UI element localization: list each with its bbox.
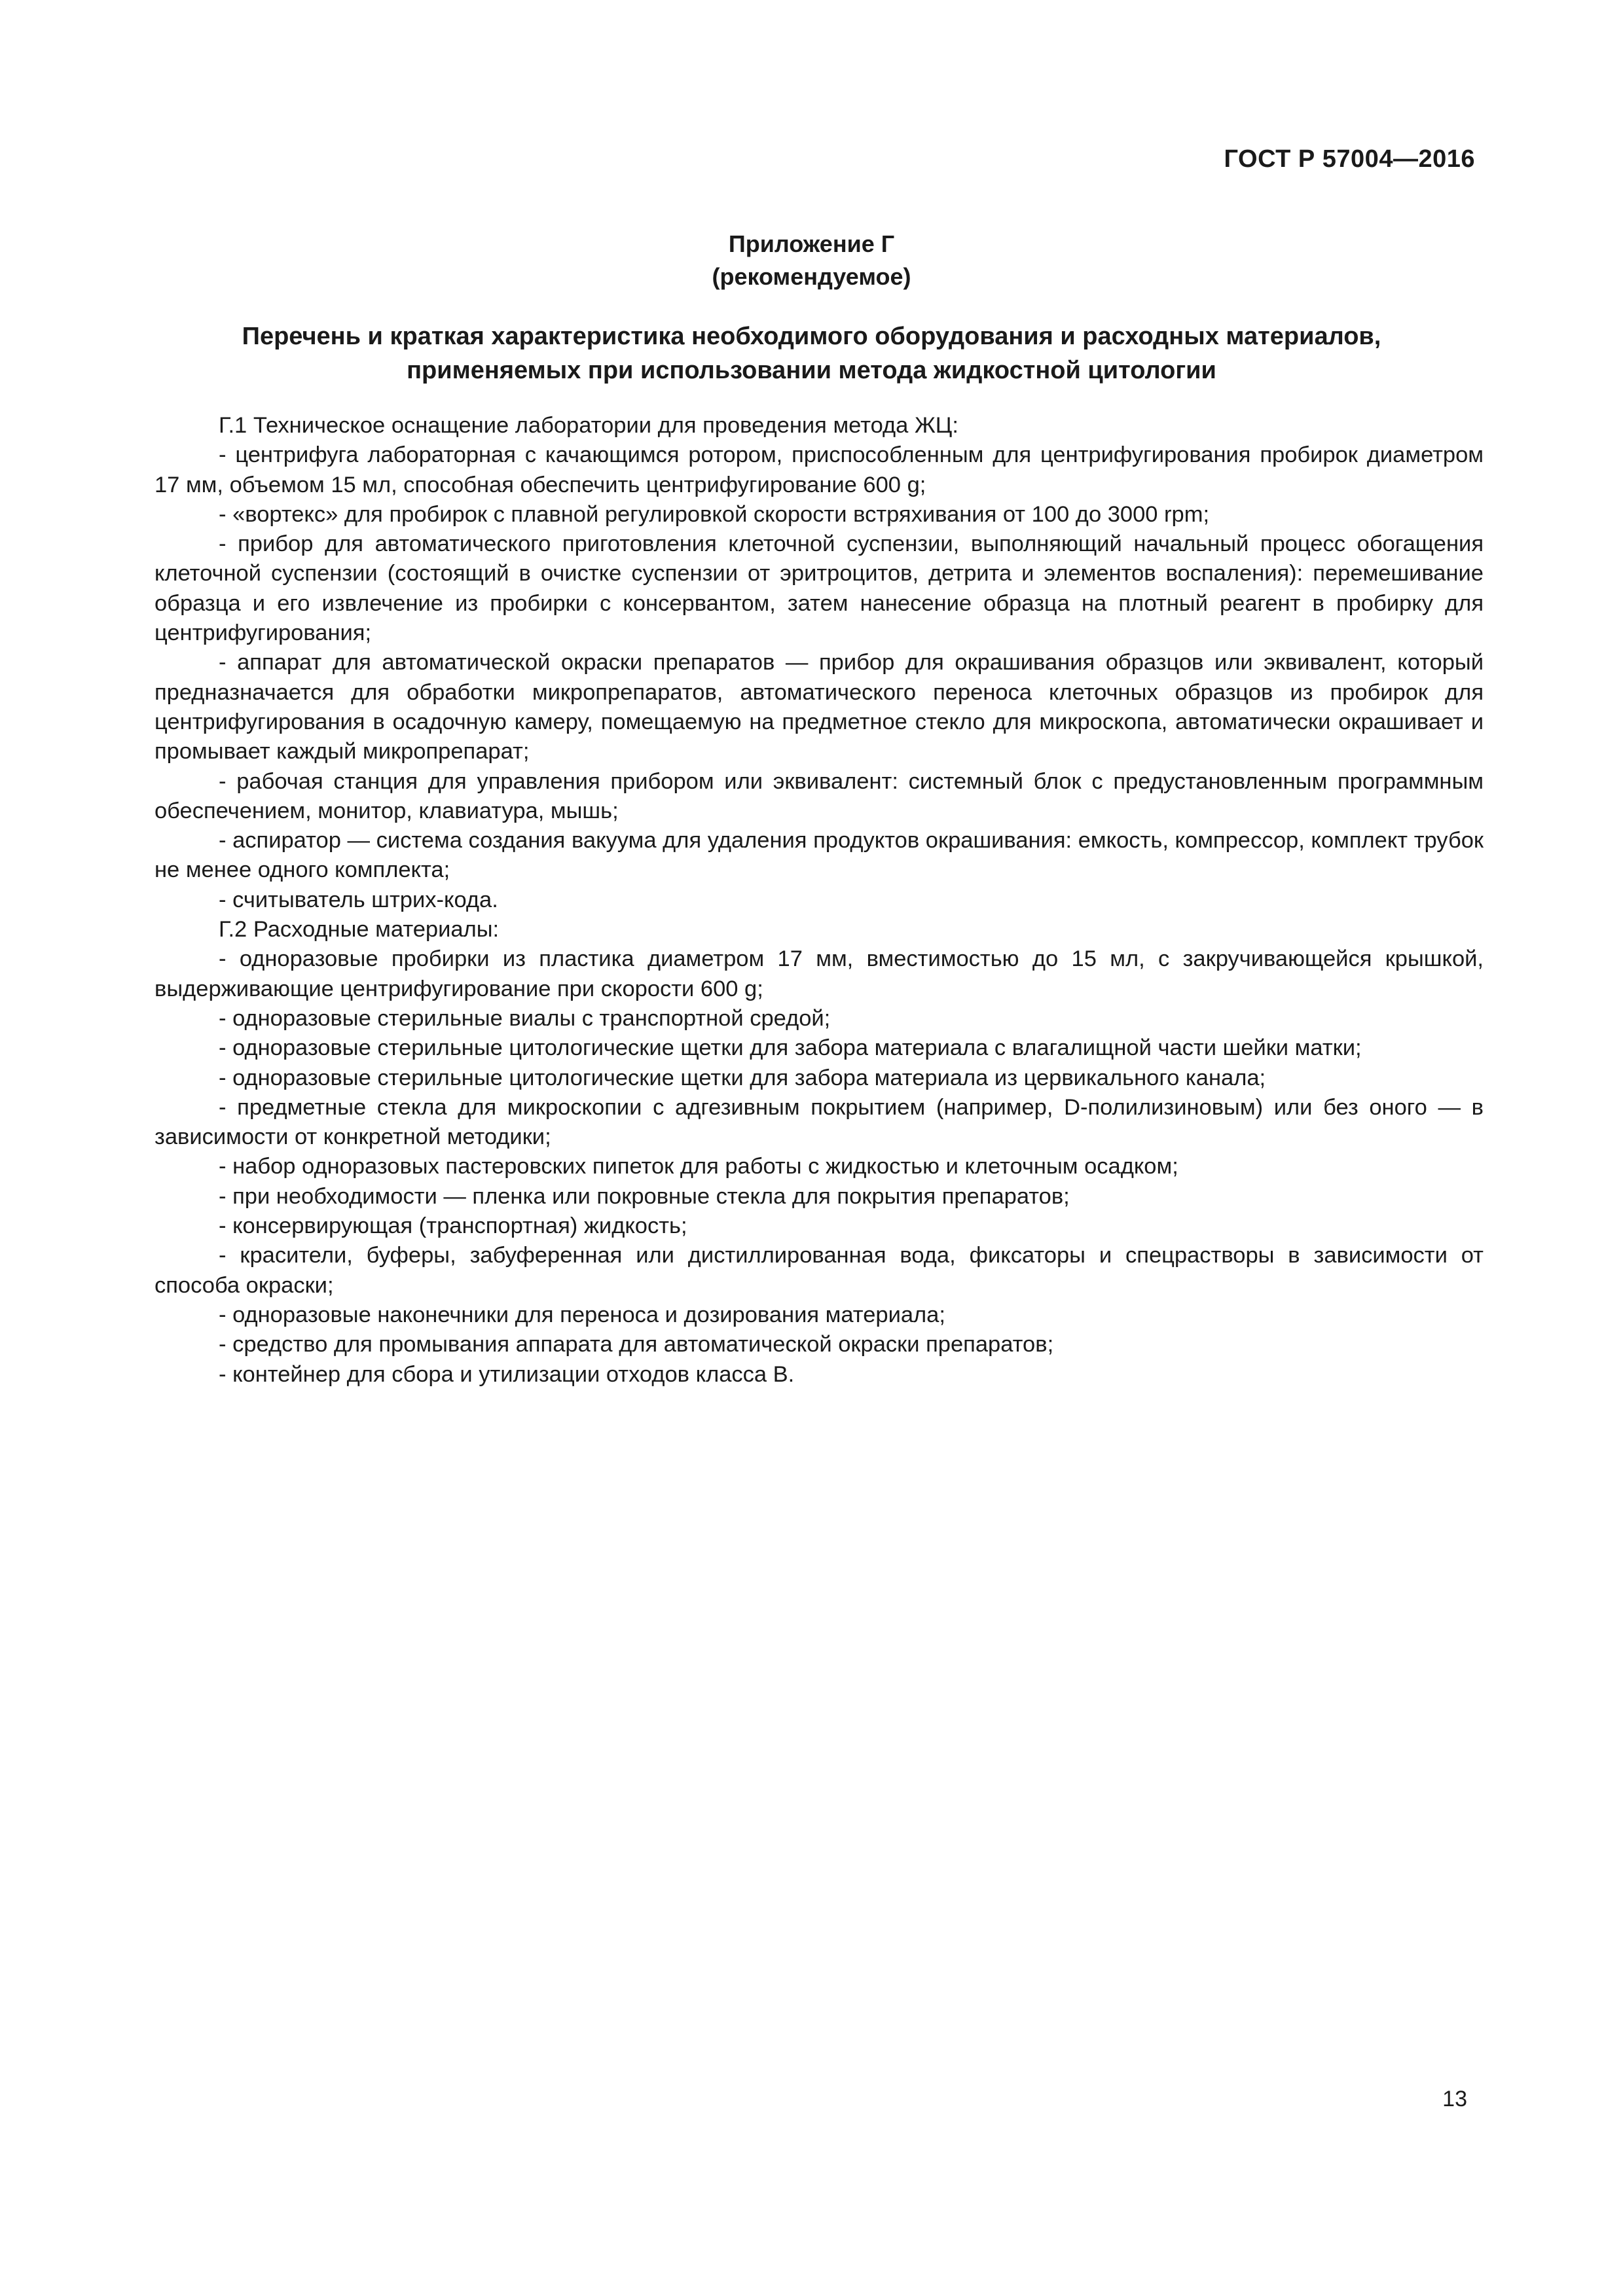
section-title-line-2: применяемых при использовании метода жидкостной цитологии	[407, 357, 1216, 384]
paragraph: - считыватель штрих-кода.	[219, 887, 498, 912]
paragraph: - прибор для автоматического приготовления клеточной суспензии, выполняющий начальный процесс обогащения клеточной суспензии (состоящий в очистке суспензии от эритроцитов, детрита и элементов воспаления): перемешивание образца и его извлечение из пробирки с консервантом, затем нанесение образца на плотный реагент в пробирку для центрифугирования;	[155, 531, 1484, 646]
paragraph: - красители, буферы, забуференная или дистиллированная вода, фиксаторы и спецрастворы в зависимости от способа окраски;	[155, 1243, 1484, 1298]
appendix-status: (рекомендуемое)	[712, 263, 911, 290]
paragraph: - аспиратор — система создания вакуума для удаления продуктов окрашивания: емкость, компрессор, комплект трубок не менее одного комплекта;	[155, 828, 1484, 883]
body-text	[155, 411, 1484, 1390]
appendix-heading	[0, 228, 1623, 293]
paragraph: - консервирующая (транспортная) жидкость;	[219, 1213, 687, 1239]
paragraph: - при необходимости — пленка или покровные стекла для покрытия препаратов;	[219, 1183, 1070, 1209]
paragraph: - одноразовые стерильные цитологические щетки для забора материала из цервикального канала;	[219, 1065, 1266, 1090]
paragraph: - одноразовые наконечники для переноса и дозирования материала;	[219, 1302, 945, 1327]
document-code: ГОСТ Р 57004—2016	[1224, 145, 1475, 173]
paragraph: - рабочая станция для управления прибором или эквивалент: системный блок с предустановленным программным обеспечением, монитор, клавиатура, мышь;	[155, 768, 1484, 823]
paragraph: - предметные стекла для микроскопии с адгезивным покрытием (например, D-полилизиновым) или без оного — в зависимости от конкретной методики;	[155, 1094, 1484, 1150]
paragraph: - одноразовые пробирки из пластика диаметром 17 мм, вместимостью до 15 мл, с закручивающейся крышкой, выдерживающие центрифугирование при скорости 600 g;	[155, 946, 1484, 1001]
paragraph: - средство для промывания аппарата для автоматической окраски препаратов;	[219, 1332, 1054, 1357]
paragraph: - «вортекс» для пробирок с плавной регулировкой скорости встряхивания от 100 до 3000 rpm;	[219, 501, 1210, 527]
page-number: 13	[1442, 2087, 1467, 2111]
paragraph: Г.2 Расходные материалы:	[219, 917, 500, 942]
paragraph: - одноразовые стерильные цитологические щетки для забора материала с влагалищной части шейки матки;	[219, 1035, 1362, 1061]
appendix-label: Приложение Г	[728, 230, 895, 257]
paragraph: - центрифуга лабораторная с качающимся ротором, приспособленным для центрифугирования пробирок диаметром 17 мм, объемом 15 мл, способная обеспечить центрифугирование 600 g;	[155, 442, 1484, 497]
section-title	[0, 319, 1623, 387]
section-title-line-1: Перечень и краткая характеристика необходимого оборудования и расходных материалов,	[242, 323, 1381, 350]
paragraph: - набор одноразовых пастеровских пипеток для работы с жидкостью и клеточным осадком;	[219, 1154, 1178, 1179]
paragraph: - контейнер для сбора и утилизации отходов класса В.	[219, 1361, 795, 1387]
paragraph: Г.1 Техническое оснащение лаборатории для проведения метода ЖЦ:	[219, 413, 958, 438]
paragraph: - аппарат для автоматической окраски препаратов — прибор для окрашивания образцов или эквивалент, который предназначается для обработки микропрепаратов, автоматического переноса клеточных образцов из пробирок для центрифугирования в осадочную камеру, помещаемую на предметное стекло для микроскопа, автоматически окрашивает и промывает каждый микропрепарат;	[155, 650, 1484, 764]
paragraph: - одноразовые стерильные виалы с транспортной средой;	[219, 1005, 831, 1031]
